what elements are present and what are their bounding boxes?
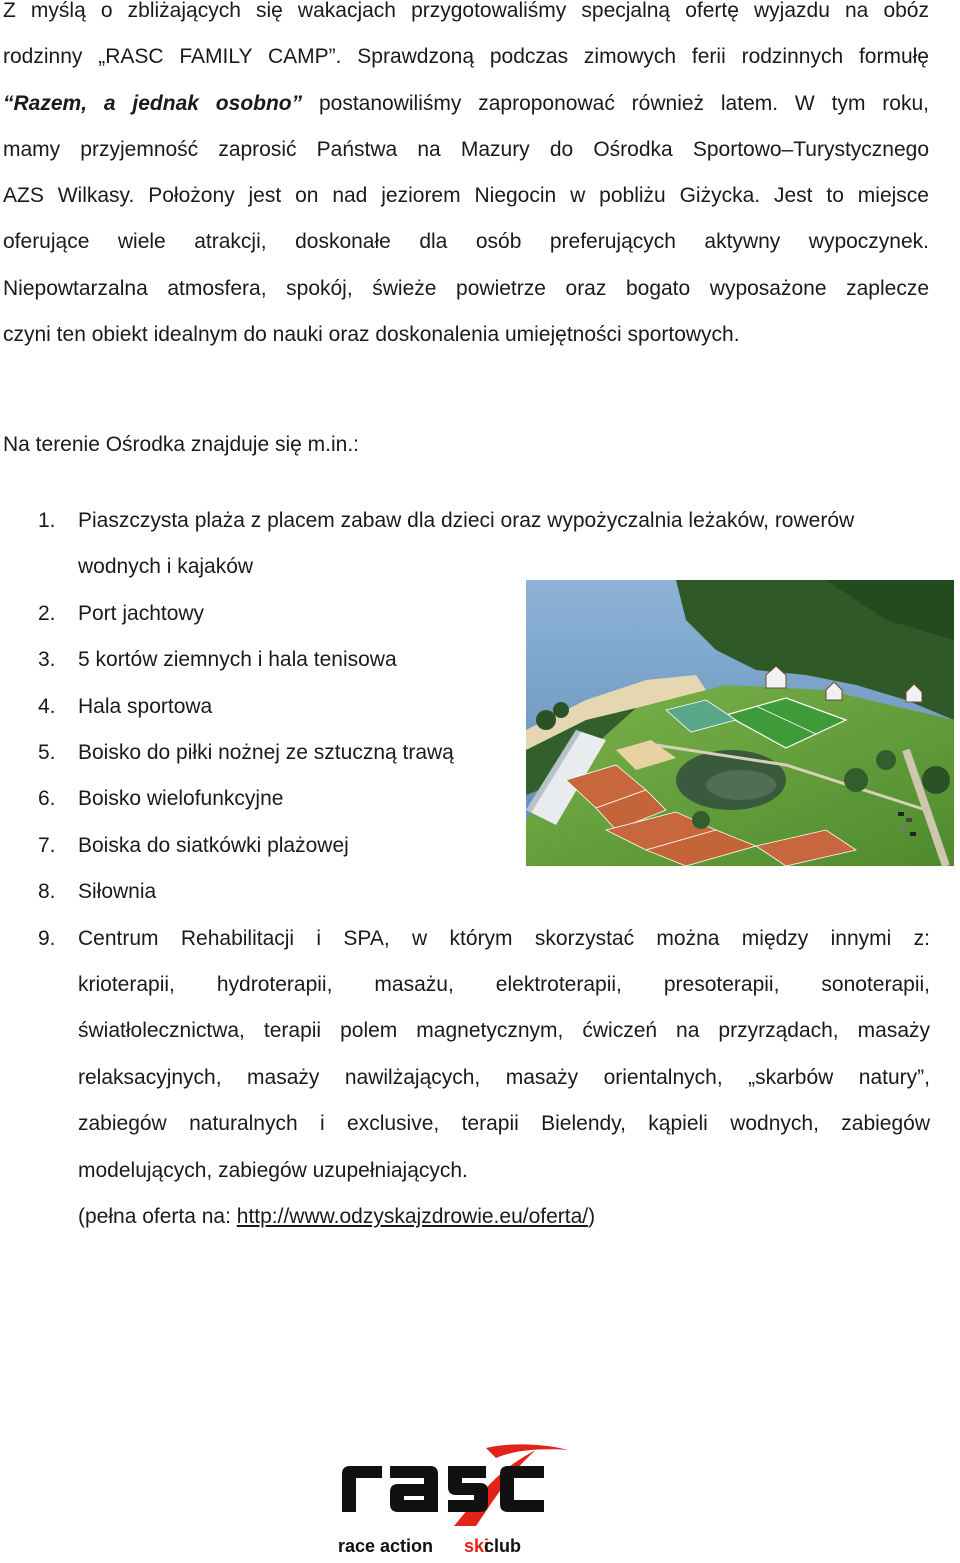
- list-text: wodnych i kajaków: [78, 555, 254, 579]
- logo-tagline-club: club: [484, 1536, 522, 1556]
- list-number: 3.: [38, 648, 56, 672]
- spa-line: zabiegów naturalnych i exclusive, terapii Bielendy, kąpieli wodnych, zabiegów: [78, 1112, 930, 1136]
- intro-line: oferujące wiele atrakcji, doskonałe dla osób preferujących aktywny wypoczynek.: [3, 230, 929, 254]
- list-text: Boisko wielofunkcyjne: [78, 787, 284, 811]
- list-text: Boiska do siatkówki plażowej: [78, 833, 349, 857]
- list-text: Piaszczysta plaża z placem zabaw dla dzieci oraz wypożyczalnia leżaków, rowerów: [78, 509, 855, 532]
- spa-description: [78, 916, 930, 1194]
- spa-line: relaksacyjnych, masaży nawilżających, masaży orientalnych, „skarbów natury”,: [78, 1065, 930, 1089]
- resort-aerial-photo: [526, 580, 954, 866]
- list-text: Hala sportowa: [78, 694, 213, 718]
- list-number: 9.: [38, 926, 56, 950]
- offer-prefix: (pełna oferta na:: [78, 1205, 237, 1229]
- intro-paragraph: [3, 0, 929, 358]
- offer-suffix: ): [588, 1205, 596, 1229]
- intro-line: Niepowtarzalna atmosfera, spokój, świeże powietrze oraz bogato wyposażone zaplecze: [3, 276, 929, 300]
- intro-line: czyni ten obiekt idealnym do nauki oraz doskonalenia umiejętności sportowych.: [3, 323, 740, 347]
- list-number: 8.: [38, 880, 56, 904]
- intro-line: Z myślą o zbliżających się wakacjach przygotowaliśmy specjalną ofertę wyjazdu na obóz: [3, 0, 929, 22]
- slogan-emphasis: “Razem, a jednak osobno”: [3, 91, 303, 115]
- intro-line: rodzinny „RASC FAMILY CAMP”. Sprawdzoną podczas zimowych ferii rodzinnych formułę: [3, 45, 929, 69]
- logo-tagline-ski: ski: [464, 1536, 490, 1556]
- list-text: Siłownia: [78, 880, 157, 904]
- list-item-spa: [0, 916, 930, 1241]
- intro-line: [3, 81, 929, 127]
- intro-line: AZS Wilkasy. Położony jest on nad jeziorem Niegocin w pobliżu Giżycka. Jest to miejsce: [3, 184, 929, 208]
- list-number: 4.: [38, 694, 56, 718]
- list-number: 7.: [38, 833, 56, 857]
- list-number: 1.: [38, 509, 56, 532]
- list-text: Boisko do piłki nożnej ze sztuczną trawą: [78, 741, 454, 765]
- intro-line-rest: postanowiliśmy zaproponować również latem. W tym roku,: [318, 91, 929, 115]
- list-text: Port jachtowy: [78, 601, 205, 625]
- list-number: 5.: [38, 741, 56, 765]
- spa-line: krioterapii, hydroterapii, masażu, elektroterapii, presoterapii, sonoterapii,: [78, 973, 930, 997]
- intro-line: mamy przyjemność zaprosić Państwa na Mazury do Ośrodka Sportowo–Turystycznego: [3, 137, 929, 161]
- spa-line: modelujących, zabiegów uzupełniających.: [78, 1158, 468, 1182]
- facilities-lead: Na terenie Ośrodka znajduje się m.in.:: [3, 433, 360, 456]
- list-item: [0, 498, 930, 591]
- list-item: [0, 869, 930, 915]
- list-number: 2.: [38, 601, 56, 625]
- offer-link[interactable]: http://www.odzyskajzdrowie.eu/oferta/: [236, 1205, 589, 1229]
- spa-line: światłolecznictwa, terapii polem magnetycznym, ćwiczeń na przyrządach, masaży: [78, 1019, 930, 1043]
- full-offer-note: [78, 1194, 930, 1240]
- list-number: 6.: [38, 787, 56, 811]
- list-text: 5 kortów ziemnych i hala tenisowa: [78, 648, 397, 672]
- spa-line: Centrum Rehabilitacji i SPA, w którym skorzystać można między innymi z:: [78, 926, 930, 950]
- logo-tagline-race: race action: [338, 1536, 434, 1556]
- rasc-logo: [336, 1440, 600, 1558]
